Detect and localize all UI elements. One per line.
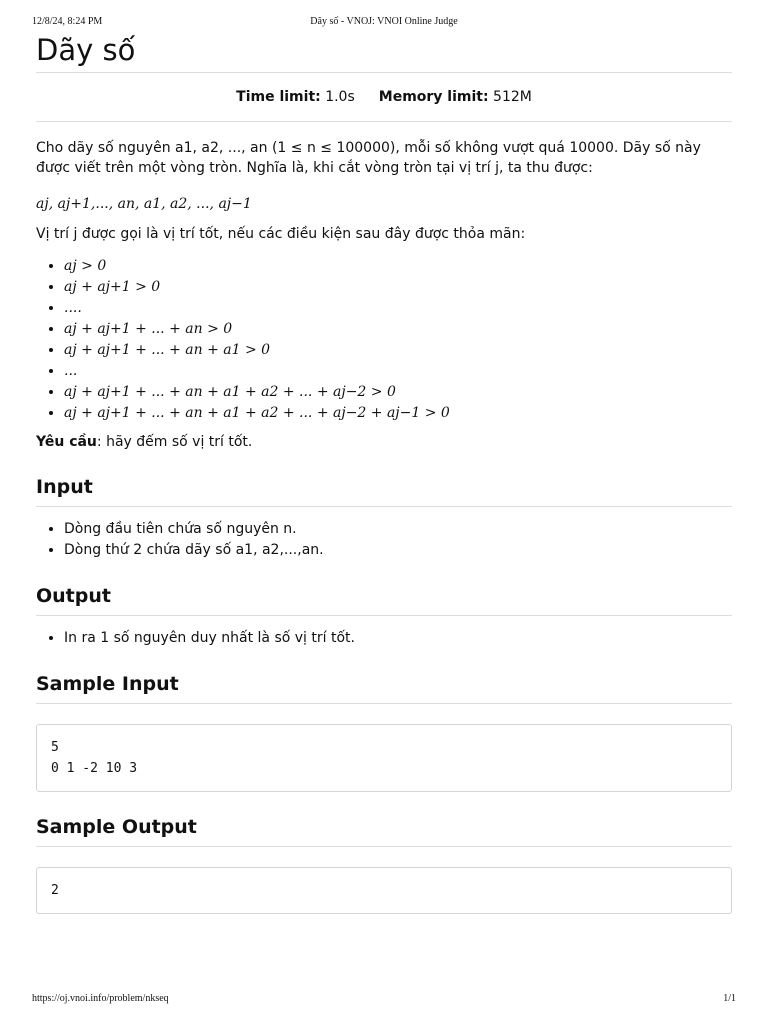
memory-limit-value: 512M (493, 89, 532, 105)
limits-divider (36, 121, 732, 122)
output-section (36, 561, 732, 649)
sample-output-code[interactable]: 2 (36, 867, 732, 914)
output-item: • In ra 1 số nguyên duy nhất là số vị trí tốt. (64, 628, 732, 649)
sample-output-heading: Sample Output (36, 816, 197, 838)
output-list (36, 628, 732, 649)
condition-item: • aj + aj+1 + ... + an + a1 + a2 + ... + aj−2 + aj−1 > 0 (64, 403, 732, 424)
input-item: • Dòng đầu tiên chứa số nguyên n. (64, 519, 732, 540)
output-divider (36, 615, 732, 616)
condition-item: • aj + aj+1 + ... + an + a1 + a2 + ... + aj−2 > 0 (64, 382, 732, 403)
print-header (0, 16, 768, 30)
sample-output-section (36, 792, 732, 914)
input-heading: Input (36, 476, 93, 498)
time-limit-value: 1.0s (325, 89, 355, 105)
sample-output-divider (36, 846, 732, 847)
time-limit-label: Time limit: (236, 89, 321, 105)
sample-input-section (36, 649, 732, 792)
statement-intro-line-2: được viết trên một vòng tròn. Nghĩa là, khi cắt vòng tròn tại vị trí j, ta thu được: (36, 160, 593, 176)
condition-item: • aj + aj+1 > 0 (64, 277, 732, 298)
time-limit (236, 89, 355, 105)
problem-title: Dãy số (36, 33, 136, 67)
input-list (36, 519, 732, 561)
print-timestamp: 12/8/24, 8:24 PM (32, 16, 103, 27)
statement-intro-line-1: Cho dãy số nguyên a1, a2, ..., an (1 ≤ n ≤ 100000), mỗi số không vượt quá 10000. Dãy số này (36, 140, 701, 156)
requirement-label: Yêu cầu (36, 434, 97, 450)
requirement (36, 432, 732, 452)
input-item: • Dòng thứ 2 chứa dãy số a1, a2,...,an. (64, 540, 732, 561)
condition-list (36, 256, 732, 424)
good-position-definition: Vị trí j được gọi là vị trí tốt, nếu các điều kiện sau đây được thỏa mãn: (36, 226, 526, 242)
sample-input-heading: Sample Input (36, 673, 179, 695)
problem-content (36, 30, 732, 914)
print-footer (0, 993, 768, 1007)
sample-input-code[interactable]: 5 0 1 -2 10 3 (36, 724, 732, 792)
print-url[interactable]: https://oj.vnoi.info/problem/nkseq (32, 993, 169, 1004)
requirement-text: : hãy đếm số vị trí tốt. (96, 434, 253, 450)
input-divider (36, 506, 732, 507)
output-heading: Output (36, 585, 111, 607)
print-page-number: 1/1 (723, 993, 736, 1004)
condition-item: • ... (64, 361, 732, 382)
statement-intro (36, 138, 732, 178)
condition-item: • .... (64, 298, 732, 319)
print-page-title: Dãy số - VNOJ: VNOI Online Judge (310, 16, 458, 27)
sample-input-divider (36, 703, 732, 704)
condition-item: • aj + aj+1 + ... + an > 0 (64, 319, 732, 340)
circular-sequence: aj, aj+1,..., an, a1, a2, ..., aj−1 (36, 196, 252, 212)
memory-limit-label: Memory limit: (378, 89, 489, 105)
condition-item: • aj > 0 (64, 256, 732, 277)
input-section (36, 452, 732, 561)
memory-limit (379, 89, 532, 105)
problem-limits (36, 73, 732, 121)
condition-item: • aj + aj+1 + ... + an + a1 > 0 (64, 340, 732, 361)
